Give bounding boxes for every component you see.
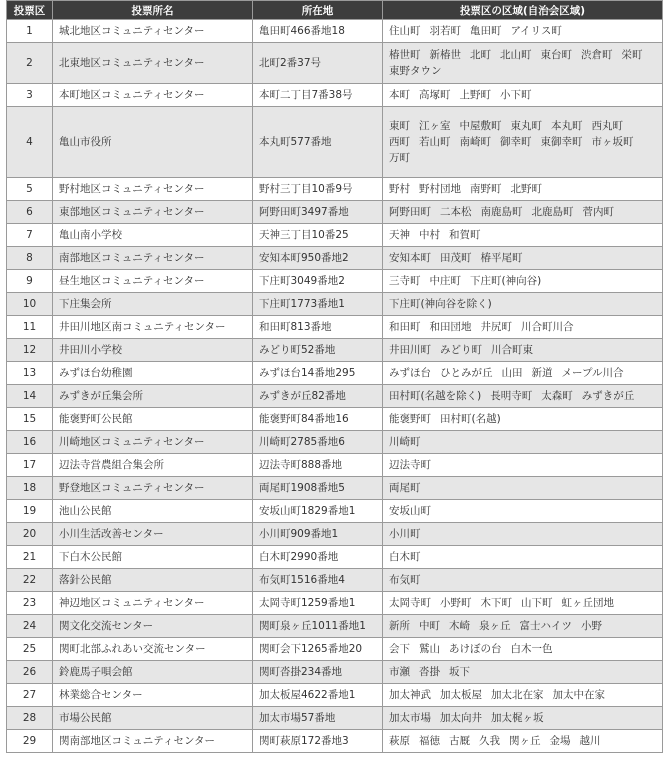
area-name: 中屋敷町 (459, 120, 502, 132)
areas-cell (383, 730, 663, 753)
table-row (7, 316, 663, 339)
address-cell: 下庄町3049番地2 (253, 270, 383, 293)
area-name: 古厩 (449, 735, 470, 747)
area-name: 天神 (389, 229, 410, 241)
areas-cell (383, 270, 663, 293)
district-number-cell: 27 (7, 684, 53, 707)
area-name: 和田町 (389, 321, 421, 333)
station-name-cell: 林業総合センター (53, 684, 253, 707)
district-number-cell: 7 (7, 224, 53, 247)
area-name: 北町 (470, 49, 491, 61)
header-address: 所在地 (253, 1, 383, 20)
area-name: あけぼの台 (449, 643, 502, 655)
area-name: 能褒野町 (389, 413, 431, 425)
area-name: 田茂町 (440, 252, 472, 264)
address-cell: 阿野田町3497番地 (253, 201, 383, 224)
areas-cell (383, 178, 663, 201)
station-name-cell: 池山公民館 (53, 500, 253, 523)
address-cell: 和田町813番地 (253, 316, 383, 339)
area-name: みずほ台 (389, 367, 431, 379)
areas-cell (383, 477, 663, 500)
area-name: 虹ヶ丘団地 (561, 597, 614, 609)
district-number-cell: 16 (7, 431, 53, 454)
table-row (7, 20, 663, 43)
area-name: 久我 (479, 735, 500, 747)
table-row (7, 638, 663, 661)
area-name: みどり町 (440, 344, 482, 356)
areas-cell (383, 84, 663, 107)
area-name: 下庄町(神向谷) (470, 275, 542, 287)
area-name: 下庄町(神向谷を除く) (389, 298, 492, 310)
area-name: 川合町東 (491, 344, 533, 356)
areas-cell (383, 20, 663, 43)
header-station-name: 投票所名 (53, 1, 253, 20)
area-name: 阿野田町 (389, 206, 431, 218)
area-name: 南鹿島町 (480, 206, 523, 218)
district-number-cell: 18 (7, 477, 53, 500)
area-name: 会下 (389, 643, 410, 655)
areas-cell (383, 500, 663, 523)
area-name: 山下町 (521, 597, 553, 609)
area-name: 泉ヶ丘 (479, 620, 511, 632)
areas-cell (383, 316, 663, 339)
address-cell: 北町2番37号 (253, 43, 383, 84)
district-number-cell: 11 (7, 316, 53, 339)
area-name: 加太市場 (389, 712, 431, 724)
station-name-cell: 昼生地区コミュニティセンター (53, 270, 253, 293)
station-name-cell: 川崎地区コミュニティセンター (53, 431, 253, 454)
area-name: 南崎町 (459, 136, 491, 148)
areas-cell (383, 615, 663, 638)
area-name: 井尻町 (480, 321, 512, 333)
address-cell: 太岡寺町1259番地1 (253, 592, 383, 615)
district-number-cell: 26 (7, 661, 53, 684)
address-cell: 白木町2990番地 (253, 546, 383, 569)
area-name: 野村団地 (419, 183, 461, 195)
area-name: 和田団地 (429, 321, 472, 333)
area-name: 関ヶ丘 (509, 735, 541, 747)
area-name: 越川 (579, 735, 601, 747)
area-name: 両尾町 (389, 482, 421, 494)
area-name: 新椿世 (429, 49, 461, 61)
area-name: 三寺町 (389, 275, 421, 287)
area-name: 江ヶ室 (419, 120, 451, 132)
district-number-cell: 1 (7, 20, 53, 43)
table-row (7, 339, 663, 362)
address-cell: みずきが丘82番地 (253, 385, 383, 408)
area-name: 野村 (389, 183, 410, 195)
district-number-cell: 10 (7, 293, 53, 316)
area-name: 加太梶ヶ坂 (491, 712, 544, 724)
station-name-cell: 鈴鹿馬子唄会館 (53, 661, 253, 684)
address-cell: 加太市場57番地 (253, 707, 383, 730)
area-name: みずきが丘 (581, 390, 635, 402)
station-name-cell: 南部地区コミュニティセンター (53, 247, 253, 270)
area-name: 椿平尾町 (480, 252, 523, 264)
area-name: 加太中在家 (552, 689, 605, 701)
district-number-cell: 23 (7, 592, 53, 615)
area-name: 川崎町 (389, 436, 421, 448)
area-name: メープル川合 (561, 367, 624, 379)
station-name-cell: 関文化交流センター (53, 615, 253, 638)
district-number-cell: 2 (7, 43, 53, 84)
table-body (7, 20, 663, 753)
area-name: 高塚町 (419, 89, 451, 101)
area-name: 辺法寺町 (389, 459, 431, 471)
table-row (7, 523, 663, 546)
area-name: 亀田町 (470, 25, 502, 37)
district-number-cell: 24 (7, 615, 53, 638)
district-number-cell: 22 (7, 569, 53, 592)
area-name: 加太板屋 (440, 689, 482, 701)
station-name-cell: 小川生活改善センター (53, 523, 253, 546)
area-name: 東御幸町 (540, 136, 583, 148)
area-name: 富士ハイツ (519, 620, 572, 632)
station-name-cell: 市場公民館 (53, 707, 253, 730)
area-name: 和賀町 (449, 229, 481, 241)
area-name: ひとみが丘 (440, 367, 493, 379)
area-name: 本丸町 (551, 120, 583, 132)
station-name-cell: 城北地区コミュニティセンター (53, 20, 253, 43)
district-number-cell: 5 (7, 178, 53, 201)
address-cell: 天神三丁目10番25 (253, 224, 383, 247)
area-name: 萩原 (389, 735, 410, 747)
areas-cell (383, 385, 663, 408)
area-name: 若山町 (419, 136, 451, 148)
area-name: 北鹿島町 (531, 206, 574, 218)
area-name: 鷲山 (419, 643, 440, 655)
station-name-cell: 神辺地区コミュニティセンター (53, 592, 253, 615)
area-name: 市ヶ坂町 (591, 136, 634, 148)
station-name-cell: 亀山市役所 (53, 107, 253, 178)
area-name: 加太神武 (389, 689, 431, 701)
address-cell: 関町沓掛234番地 (253, 661, 383, 684)
table-row (7, 431, 663, 454)
area-name: 菅内町 (582, 206, 614, 218)
district-number-cell: 14 (7, 385, 53, 408)
table-row (7, 385, 663, 408)
table-row (7, 615, 663, 638)
areas-cell (383, 707, 663, 730)
area-name: 北山町 (500, 49, 532, 61)
areas-cell (383, 408, 663, 431)
station-name-cell: 関町北部ふれあい交流センター (53, 638, 253, 661)
area-name: 渋倉町 (581, 49, 613, 61)
areas-cell (383, 431, 663, 454)
area-name: 新道 (531, 367, 553, 379)
district-number-cell: 20 (7, 523, 53, 546)
address-cell: 本丸町577番地 (253, 107, 383, 178)
district-number-cell: 28 (7, 707, 53, 730)
area-name: 東町 (389, 120, 410, 132)
areas-cell (383, 638, 663, 661)
areas-cell (383, 224, 663, 247)
area-name: 二本松 (440, 206, 472, 218)
areas-cell (383, 107, 663, 178)
table-row (7, 569, 663, 592)
polling-station-table-container (6, 0, 662, 753)
area-name: 東野タウン (389, 65, 442, 77)
areas-cell (383, 201, 663, 224)
table-row (7, 293, 663, 316)
area-name: 布気町 (389, 574, 421, 586)
address-cell: 加太板屋4622番地1 (253, 684, 383, 707)
station-name-cell: みずほ台幼稚園 (53, 362, 253, 385)
table-row (7, 454, 663, 477)
area-name: 福徳 (419, 735, 440, 747)
area-name: 坂下 (449, 666, 470, 678)
table-row (7, 247, 663, 270)
table-row (7, 224, 663, 247)
station-name-cell: 本町地区コミュニティセンター (53, 84, 253, 107)
address-cell: 安知本町950番地2 (253, 247, 383, 270)
table-row (7, 107, 663, 178)
address-cell: 安坂山町1829番地1 (253, 500, 383, 523)
address-cell: 布気町1516番地4 (253, 569, 383, 592)
area-name: 太岡寺町 (389, 597, 431, 609)
area-name: 市瀬 (389, 666, 410, 678)
address-cell: 能褒野町84番地16 (253, 408, 383, 431)
address-cell: 関町泉ヶ丘1011番地1 (253, 615, 383, 638)
area-name: 西丸町 (591, 120, 623, 132)
table-row (7, 707, 663, 730)
area-name: 椿世町 (389, 49, 421, 61)
area-name: 小下町 (500, 89, 532, 101)
areas-cell (383, 454, 663, 477)
area-name: 金場 (549, 735, 571, 747)
address-cell: 関町会下1265番地20 (253, 638, 383, 661)
area-name: 田村町(名越) (440, 413, 501, 425)
table-row (7, 178, 663, 201)
area-name: 栄町 (621, 49, 643, 61)
area-name: 北野町 (510, 183, 542, 195)
areas-cell (383, 247, 663, 270)
area-name: 新所 (389, 620, 410, 632)
district-number-cell: 9 (7, 270, 53, 293)
district-number-cell: 17 (7, 454, 53, 477)
area-name: 沓掛 (419, 666, 440, 678)
area-name: 東台町 (540, 49, 572, 61)
address-cell: 亀田町466番地18 (253, 20, 383, 43)
station-name-cell: 能褒野町公民館 (53, 408, 253, 431)
area-name: 木下町 (480, 597, 512, 609)
station-name-cell: 井田川地区南コミュニティセンター (53, 316, 253, 339)
areas-cell (383, 43, 663, 84)
area-name: 川合町川合 (521, 321, 574, 333)
station-name-cell: 関南部地区コミュニティセンター (53, 730, 253, 753)
header-district-no: 投票区 (7, 1, 53, 20)
address-cell: 辺法寺町888番地 (253, 454, 383, 477)
district-number-cell: 12 (7, 339, 53, 362)
area-name: 御幸町 (500, 136, 532, 148)
area-name: 小川町 (389, 528, 421, 540)
table-row (7, 730, 663, 753)
address-cell: みどり町52番地 (253, 339, 383, 362)
areas-cell (383, 362, 663, 385)
table-row (7, 477, 663, 500)
address-cell: 関町萩原172番地3 (253, 730, 383, 753)
table-row (7, 43, 663, 84)
address-cell: 川崎町2785番地6 (253, 431, 383, 454)
areas-cell (383, 592, 663, 615)
area-name: 上野町 (459, 89, 491, 101)
address-cell: 両尾町1908番地5 (253, 477, 383, 500)
polling-station-table (6, 0, 663, 753)
district-number-cell: 21 (7, 546, 53, 569)
area-name: 加太北在家 (491, 689, 544, 701)
district-number-cell: 13 (7, 362, 53, 385)
district-number-cell: 19 (7, 500, 53, 523)
station-name-cell: 北東地区コミュニティセンター (53, 43, 253, 84)
station-name-cell: 辺法寺営農組合集会所 (53, 454, 253, 477)
area-name: 安知本町 (389, 252, 431, 264)
areas-cell (383, 293, 663, 316)
area-name: 井田川町 (389, 344, 431, 356)
area-name: 山田 (501, 367, 523, 379)
areas-cell (383, 523, 663, 546)
areas-cell (383, 569, 663, 592)
area-name: 田村町(名越を除く) (389, 390, 482, 402)
area-name: 小野町 (440, 597, 472, 609)
table-row (7, 661, 663, 684)
table-row (7, 546, 663, 569)
areas-cell (383, 661, 663, 684)
district-number-cell: 25 (7, 638, 53, 661)
area-name: 西町 (389, 136, 410, 148)
table-row (7, 684, 663, 707)
area-name: 加太向井 (440, 712, 482, 724)
table-row (7, 592, 663, 615)
address-cell: 下庄町1773番地1 (253, 293, 383, 316)
area-name: 中町 (419, 620, 440, 632)
district-number-cell: 3 (7, 84, 53, 107)
station-name-cell: みずきが丘集会所 (53, 385, 253, 408)
area-name: 南野町 (470, 183, 502, 195)
area-name: 太森町 (541, 390, 573, 402)
table-header-row (7, 1, 663, 20)
area-name: 長明寺町 (490, 390, 533, 402)
area-name: アイリス町 (510, 25, 562, 37)
area-name: 本町 (389, 89, 410, 101)
area-name: 住山町 (389, 25, 421, 37)
area-name: 羽若町 (429, 25, 461, 37)
station-name-cell: 野登地区コミュニティセンター (53, 477, 253, 500)
station-name-cell: 亀山南小学校 (53, 224, 253, 247)
area-name: 小野 (581, 620, 602, 632)
table-row (7, 201, 663, 224)
area-name: 中村 (419, 229, 440, 241)
areas-cell (383, 684, 663, 707)
address-cell: 野村三丁目10番9号 (253, 178, 383, 201)
station-name-cell: 下白木公民館 (53, 546, 253, 569)
area-name: 中庄町 (429, 275, 461, 287)
station-name-cell: 野村地区コミュニティセンター (53, 178, 253, 201)
area-name: 万町 (389, 152, 410, 164)
station-name-cell: 落針公民館 (53, 569, 253, 592)
address-cell: みずほ台14番地295 (253, 362, 383, 385)
table-row (7, 84, 663, 107)
table-row (7, 362, 663, 385)
areas-cell (383, 546, 663, 569)
station-name-cell: 下庄集会所 (53, 293, 253, 316)
area-name: 木崎 (449, 620, 470, 632)
area-name: 東丸町 (510, 120, 542, 132)
district-number-cell: 8 (7, 247, 53, 270)
table-row (7, 500, 663, 523)
district-number-cell: 6 (7, 201, 53, 224)
station-name-cell: 井田川小学校 (53, 339, 253, 362)
district-number-cell: 15 (7, 408, 53, 431)
address-cell: 本町二丁目7番38号 (253, 84, 383, 107)
station-name-cell: 東部地区コミュニティセンター (53, 201, 253, 224)
area-name: 白木町 (389, 551, 421, 563)
areas-cell (383, 339, 663, 362)
district-number-cell: 4 (7, 107, 53, 178)
address-cell: 小川町909番地1 (253, 523, 383, 546)
district-number-cell: 29 (7, 730, 53, 753)
table-row (7, 270, 663, 293)
header-areas: 投票区の区域(自治会区域) (383, 1, 663, 20)
table-row (7, 408, 663, 431)
area-name: 白木一色 (510, 643, 553, 655)
area-name: 安坂山町 (389, 505, 431, 517)
